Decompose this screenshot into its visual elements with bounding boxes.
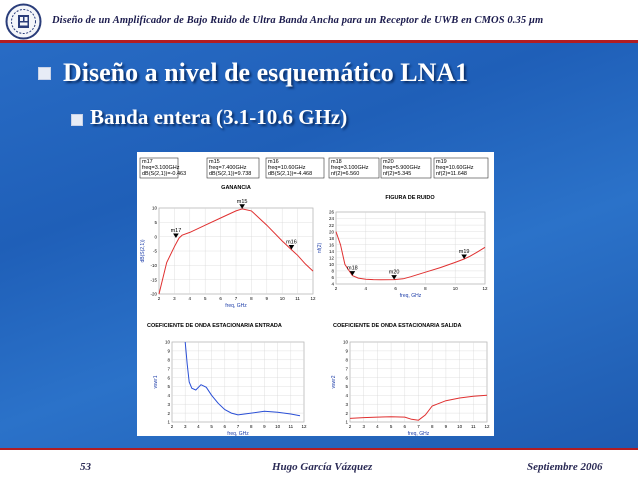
y-tick-label: 5 bbox=[345, 384, 348, 390]
y-axis-label: dB(S(2,1)) bbox=[140, 239, 146, 263]
m16-value: dB(S(2,1))=-4.468 bbox=[268, 171, 313, 177]
chart-1 bbox=[140, 185, 316, 309]
marker-label-m20: m20 bbox=[388, 269, 400, 276]
y-tick-label: 6 bbox=[331, 275, 334, 281]
y-tick-label: 7 bbox=[167, 366, 170, 372]
y-tick-label: 9 bbox=[167, 348, 170, 354]
m19-name: m19 bbox=[436, 159, 447, 165]
chart-title: COEFICIENTE DE ONDA ESTACIONARIA SALIDA bbox=[333, 323, 462, 329]
m20-freq: freq=5.900GHz bbox=[383, 165, 421, 171]
x-tick-label: 6 bbox=[219, 296, 222, 301]
x-axis-label: freq, GHz bbox=[225, 303, 247, 309]
x-tick-label: 11 bbox=[288, 424, 294, 429]
x-tick-label: 9 bbox=[444, 424, 448, 429]
chart-title: FIGURA DE RUIDO bbox=[385, 195, 435, 201]
x-tick-label: 4 bbox=[364, 286, 368, 291]
m17-value: dB(S(2,1))=-0.463 bbox=[142, 171, 187, 177]
m16-name: m16 bbox=[268, 159, 279, 165]
m15-name: m15 bbox=[209, 159, 220, 165]
x-tick-label: 8 bbox=[249, 424, 253, 429]
presentation-date: Septiembre 2006 bbox=[527, 461, 603, 473]
slide-subheading: Banda entera (3.1-10.6 GHz) bbox=[90, 105, 348, 129]
y-tick-label: 6 bbox=[167, 375, 170, 381]
x-axis-label: freq, GHz bbox=[227, 431, 249, 436]
chart-3 bbox=[147, 323, 307, 436]
x-tick-label: 6 bbox=[394, 286, 397, 291]
y-tick-label: 18 bbox=[328, 235, 334, 241]
y-tick-label: 8 bbox=[167, 357, 170, 363]
y-tick-label: 22 bbox=[328, 222, 334, 228]
x-tick-label: 2 bbox=[157, 296, 161, 301]
m18-name: m18 bbox=[331, 159, 342, 165]
x-axis-label: freq, GHz bbox=[399, 293, 422, 299]
y-tick-label: 14 bbox=[328, 248, 334, 254]
y-tick-label: 3 bbox=[167, 401, 170, 407]
y-tick-label: -20 bbox=[150, 291, 157, 297]
y-tick-label: 3 bbox=[345, 401, 348, 407]
bullet-square-icon bbox=[38, 67, 51, 80]
chart-title: GANANCIA bbox=[221, 185, 251, 191]
x-tick-label: 7 bbox=[236, 424, 240, 429]
m20-value: nf(2)=5.345 bbox=[383, 171, 412, 177]
m16-freq: freq=10.60GHz bbox=[268, 165, 306, 171]
slide-heading: Diseño a nivel de esquemático LNA1 bbox=[63, 58, 469, 87]
x-tick-label: 12 bbox=[484, 424, 490, 429]
x-tick-label: 3 bbox=[173, 296, 176, 301]
y-tick-label: -15 bbox=[150, 277, 157, 283]
x-tick-label: 9 bbox=[263, 424, 266, 429]
page-number: 53 bbox=[80, 461, 91, 473]
m18-freq: freq=3.100GHz bbox=[331, 165, 369, 171]
y-tick-label: 6 bbox=[345, 375, 348, 381]
y-axis-label: vswr2 bbox=[331, 375, 337, 389]
y-tick-label: 4 bbox=[331, 281, 334, 287]
x-tick-label: 10 bbox=[457, 424, 463, 429]
y-tick-label: 24 bbox=[328, 216, 334, 222]
x-tick-label: 8 bbox=[430, 424, 434, 429]
x-tick-label: 12 bbox=[301, 424, 307, 429]
university-crest-logo bbox=[5, 3, 42, 40]
y-tick-label: 7 bbox=[345, 366, 348, 372]
x-tick-label: 11 bbox=[470, 424, 476, 429]
y-tick-label: 10 bbox=[328, 262, 334, 268]
y-tick-label: 2 bbox=[167, 410, 170, 416]
m19-value: nf(2)=11.648 bbox=[436, 171, 467, 177]
x-tick-label: 8 bbox=[424, 286, 427, 291]
marker-label-m18: m18 bbox=[347, 265, 358, 272]
x-axis-label: freq, GHz bbox=[407, 431, 430, 436]
y-tick-label: 4 bbox=[345, 393, 348, 399]
y-tick-label: 26 bbox=[328, 209, 334, 215]
header-divider bbox=[0, 40, 638, 43]
y-tick-label: 10 bbox=[342, 339, 348, 345]
y-tick-label: 10 bbox=[164, 339, 170, 345]
chart-4 bbox=[331, 323, 490, 436]
marker-label-m16: m16 bbox=[286, 239, 297, 246]
x-tick-label: 3 bbox=[362, 424, 365, 429]
marker-label-m19: m19 bbox=[458, 248, 470, 255]
m19-freq: freq=10.60GHz bbox=[436, 165, 474, 171]
x-tick-label: 4 bbox=[188, 296, 192, 301]
x-tick-label: 6 bbox=[223, 424, 227, 429]
y-tick-label: 1 bbox=[167, 419, 170, 425]
x-tick-label: 6 bbox=[403, 424, 407, 429]
x-tick-label: 12 bbox=[310, 296, 316, 301]
x-tick-label: 10 bbox=[279, 296, 285, 301]
m17-name: m17 bbox=[142, 159, 153, 165]
y-tick-label: 8 bbox=[345, 357, 348, 363]
x-tick-label: 12 bbox=[482, 286, 488, 291]
y-tick-label: 8 bbox=[331, 268, 334, 274]
y-tick-label: 2 bbox=[345, 410, 348, 416]
y-tick-label: -10 bbox=[150, 263, 157, 269]
y-tick-label: 12 bbox=[328, 255, 334, 261]
m17-freq: freq=3.100GHz bbox=[142, 165, 180, 171]
x-tick-label: 4 bbox=[376, 424, 379, 429]
chart-2 bbox=[317, 195, 488, 299]
x-tick-label: 2 bbox=[170, 424, 174, 429]
y-axis-label: vswr1 bbox=[153, 375, 159, 389]
y-tick-label: 0 bbox=[154, 234, 157, 240]
x-tick-label: 9 bbox=[265, 296, 269, 301]
y-tick-label: -5 bbox=[152, 248, 157, 254]
x-tick-label: 3 bbox=[183, 424, 187, 429]
presentation-title: Diseño de un Amplificador de Bajo Ruido de Ultra Banda Ancha para un Receptor de UWB en CMOS 0.35 µm bbox=[52, 15, 544, 26]
x-tick-label: 2 bbox=[348, 424, 352, 429]
y-tick-label: 9 bbox=[345, 348, 348, 354]
marker-label-m17: m17 bbox=[170, 227, 182, 234]
x-tick-label: 2 bbox=[334, 286, 338, 291]
y-tick-label: 4 bbox=[167, 393, 170, 399]
x-tick-label: 5 bbox=[389, 424, 393, 429]
y-tick-label: 10 bbox=[151, 205, 157, 211]
sub-bullet-square-icon bbox=[71, 114, 83, 126]
x-tick-label: 7 bbox=[234, 296, 238, 301]
x-tick-label: 4 bbox=[197, 424, 200, 429]
x-tick-label: 11 bbox=[295, 296, 300, 301]
y-tick-label: 5 bbox=[154, 220, 157, 226]
x-tick-label: 5 bbox=[203, 296, 207, 301]
y-tick-label: 1 bbox=[345, 419, 348, 425]
y-tick-label: 20 bbox=[328, 229, 334, 235]
x-tick-label: 10 bbox=[452, 286, 458, 291]
x-tick-label: 8 bbox=[250, 296, 253, 301]
y-tick-label: 5 bbox=[167, 384, 170, 390]
y-axis-label: nf(2) bbox=[317, 242, 323, 254]
marker-label-m15: m15 bbox=[236, 198, 248, 205]
x-tick-label: 5 bbox=[210, 424, 213, 429]
m20-name: m20 bbox=[383, 159, 394, 165]
m15-value: dB(S(2,1))=9.738 bbox=[209, 171, 252, 177]
m15-freq: freq=7.400GHz bbox=[209, 165, 247, 171]
x-tick-label: 7 bbox=[417, 424, 420, 429]
x-tick-label: 10 bbox=[275, 424, 281, 429]
chart-title: COEFICIENTE DE ONDA ESTACIONARIA ENTRADA bbox=[147, 323, 282, 329]
simulation-plots bbox=[137, 152, 494, 436]
m18-value: nf(2)=6.560 bbox=[331, 171, 360, 177]
simulation-results-figure bbox=[137, 152, 494, 436]
y-tick-label: 16 bbox=[328, 242, 334, 248]
author-name: Hugo García Vázquez bbox=[272, 461, 373, 473]
